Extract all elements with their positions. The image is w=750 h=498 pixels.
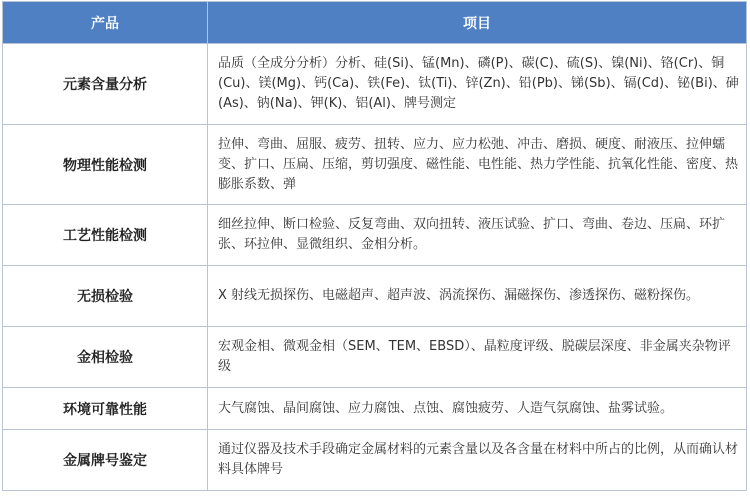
item-cell: 宏观金相、微观金相（SEM、TEM、EBSD）、晶粒度评级、脱碳层深度、非金属夹杂物评级	[208, 327, 747, 388]
item-cell: 细丝拉伸、断口检验、反复弯曲、双向扭转、液压试验、扩口、弯曲、卷边、压扁、环扩张、环拉伸、显微组织、金相分析。	[208, 205, 747, 266]
table-header-row	[3, 2, 747, 44]
table-row	[3, 205, 747, 266]
item-cell: 品质（全成分分析）分析、硅(Si)、锰(Mn)、磷(P)、碳(C)、硫(S)、镍(Ni)、铬(Cr)、铜(Cu)、镁(Mg)、钙(Ca)、铁(Fe)、钛(Ti)、锌(Zn)、铅(Pb)、锑(Sb)、镉(Cd)、铋(Bi)、砷(As)、钠(Na)、钾(K)、铝(Al)、牌号测定	[208, 44, 747, 125]
item-cell: 拉伸、弯曲、屈服、疲劳、扭转、应力、应力松弛、冲击、磨损、硬度、耐液压、拉伸蠕变、扩口、压扁、压缩，剪切强度、磁性能、电性能、热力学性能、抗氧化性能、密度、热膨胀系数、弹	[208, 125, 747, 205]
product-cell: 金属牌号鉴定	[3, 430, 208, 491]
table-row	[3, 44, 747, 125]
product-cell: 元素含量分析	[3, 44, 208, 125]
item-cell: 大气腐蚀、晶间腐蚀、应力腐蚀、点蚀、腐蚀疲劳、人造气氛腐蚀、盐雾试验。	[208, 388, 747, 430]
header-item: 项目	[208, 2, 747, 44]
product-cell: 工艺性能检测	[3, 205, 208, 266]
header-product: 产品	[3, 2, 208, 44]
table-row	[3, 266, 747, 327]
item-cell: 通过仪器及技术手段确定金属材料的元素含量以及各含量在材料中所占的比例，从而确认材料具体牌号	[208, 430, 747, 491]
table-row	[3, 327, 747, 388]
table-row	[3, 125, 747, 205]
product-cell: 环境可靠性能	[3, 388, 208, 430]
product-cell: 金相检验	[3, 327, 208, 388]
table-row	[3, 430, 747, 491]
item-cell: X 射线无损探伤、电磁超声、超声波、涡流探伤、漏磁探伤、渗透探伤、磁粉探伤。	[208, 266, 747, 327]
product-cell: 无损检验	[3, 266, 208, 327]
table-row	[3, 388, 747, 430]
product-cell: 物理性能检测	[3, 125, 208, 205]
testing-items-table	[2, 1, 747, 491]
